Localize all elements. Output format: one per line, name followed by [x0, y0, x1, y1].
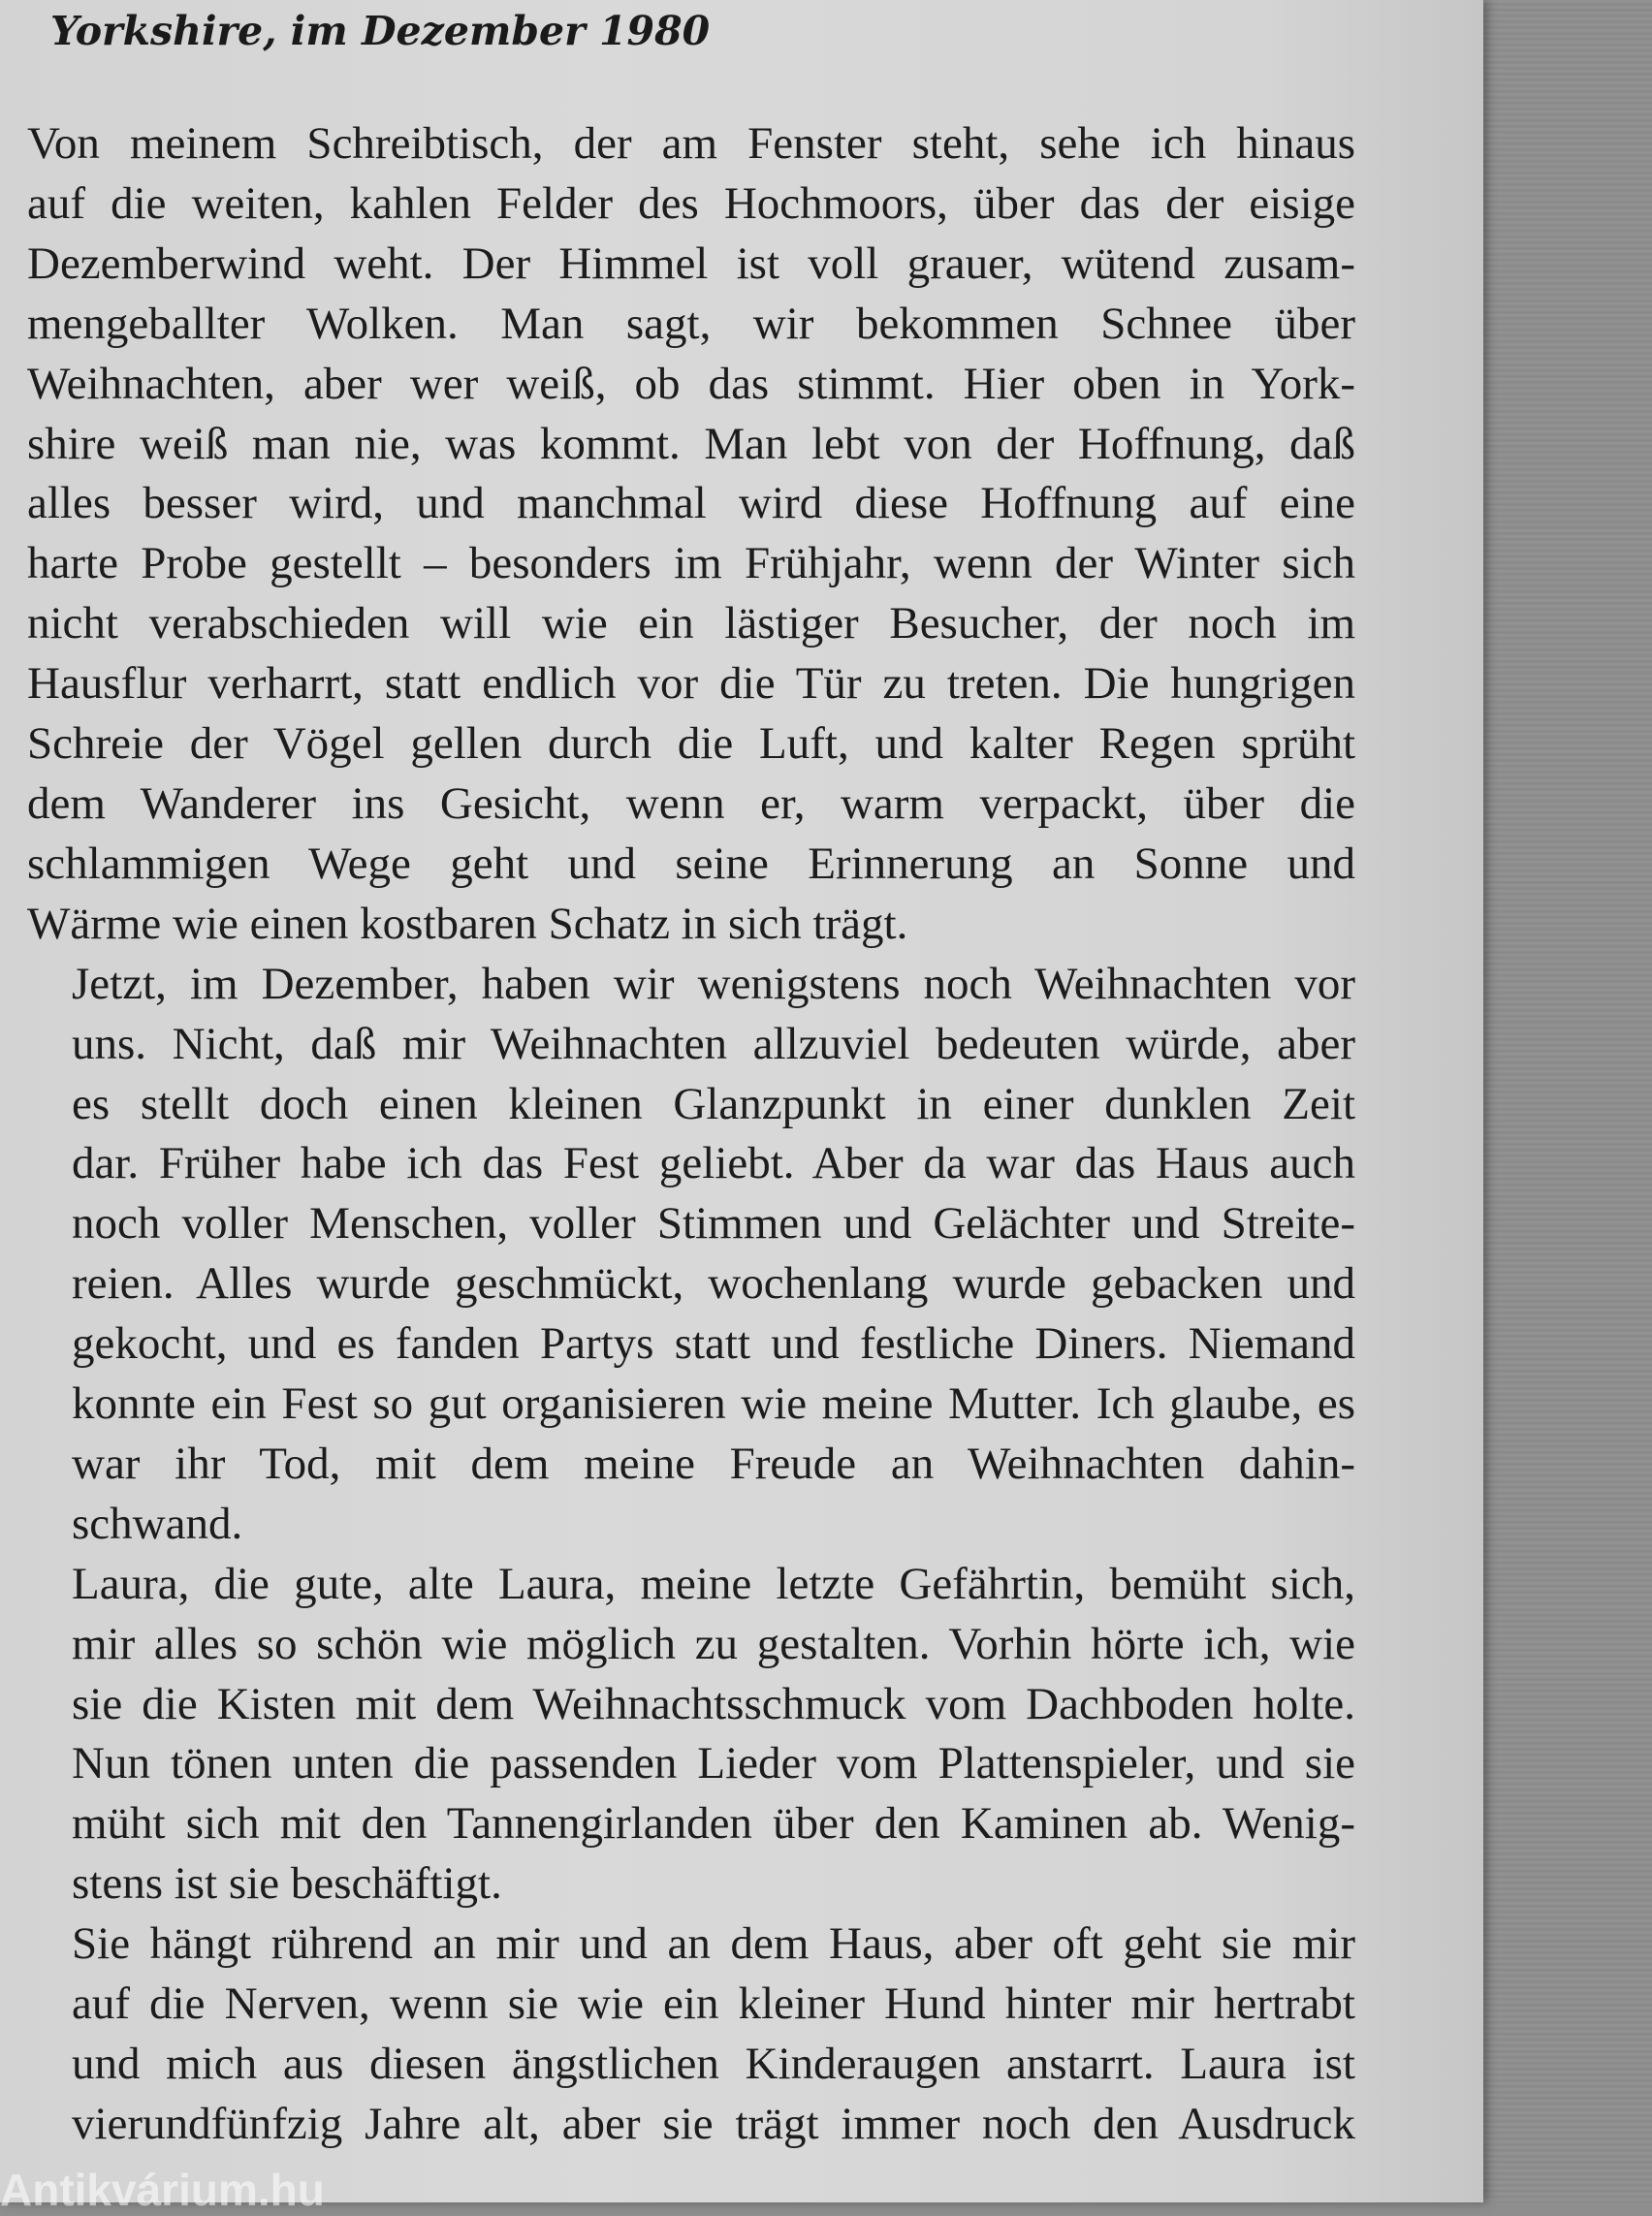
text-line: auf die weiten, kahlen Felder des Hochmoors, über das der eisige — [27, 177, 1355, 229]
text-line: vierundfünfzig Jahre alt, aber sie trägt immer noch den Ausdruck — [72, 2098, 1355, 2149]
text-line: Schreie der Vögel gellen durch die Luft, und kalter Regen sprüht — [27, 718, 1355, 770]
text-line: gekocht, und es fanden Partys statt und festliche Diners. Niemand — [72, 1318, 1355, 1370]
text-line: mir alles so schön wie möglich zu gestalten. Vorhin hörte ich, wie — [72, 1618, 1355, 1669]
text-line: war ihr Tod, mit dem meine Freude an Weihnachten dahin- — [72, 1438, 1355, 1489]
chapter-heading: Yorkshire, im Dezember 1980 — [50, 8, 711, 54]
text-line: stens ist sie beschäftigt. — [72, 1858, 502, 1910]
body-text — [27, 114, 1355, 2155]
paragraph-1 — [27, 114, 1355, 955]
text-line: und mich aus diesen ängstlichen Kinderaugen anstarrt. Laura ist — [72, 2039, 1355, 2089]
text-line: alles besser wird, und manchmal wird diese Hoffnung auf eine — [27, 478, 1355, 529]
text-line: müht sich mit den Tannengirlanden über den Kaminen ab. Wenig- — [72, 1798, 1355, 1850]
text-line: schlammigen Wege geht und seine Erinnerung an Sonne und — [27, 838, 1355, 889]
text-line: noch voller Menschen, voller Stimmen und Gelächter und Streite- — [72, 1198, 1355, 1250]
text-line: konnte ein Fest so gut organisieren wie meine Mutter. Ich glaube, es — [72, 1378, 1355, 1430]
text-line: reien. Alles wurde geschmückt, wochenlang wurde gebacken und — [72, 1258, 1355, 1310]
text-line: shire weiß man nie, was kommt. Man lebt von der Hoffnung, daß — [27, 418, 1355, 469]
text-line: Wärme wie einen kostbaren Schatz in sich trägt. — [27, 898, 908, 949]
text-line: Hausflur verharrt, statt endlich vor die Tür zu treten. Die hungrigen — [27, 658, 1355, 710]
text-line: schwand. — [72, 1498, 243, 1549]
text-line: dem Wanderer ins Gesicht, wenn er, warm verpackt, über die — [27, 777, 1355, 829]
text-line: uns. Nicht, daß mir Weihnachten allzuviel bedeuten würde, aber — [72, 1018, 1355, 1069]
text-line: Weihnachten, aber wer weiß, ob das stimmt. Hier oben in York- — [27, 358, 1355, 409]
background-surface — [1464, 0, 1652, 2202]
text-line: Sie hängt rührend an mir und an dem Haus, aber oft geht sie mir — [72, 1918, 1355, 1970]
watermark: Antikvárium.hu — [0, 2165, 325, 2215]
text-line: Laura, die gute, alte Laura, meine letzte Gefährtin, bemüht sich, — [72, 1558, 1355, 1609]
text-line: Nun tönen unten die passenden Lieder vom Plattenspieler, und sie — [72, 1738, 1355, 1789]
paragraph-3 — [27, 1555, 1355, 1915]
text-line: sie die Kisten mit dem Weihnachtsschmuck vom Dachboden holte. — [72, 1678, 1355, 1729]
text-line: dar. Früher habe ich das Fest geliebt. Aber da war das Haus auch — [72, 1138, 1355, 1189]
paragraph-4 — [27, 1915, 1355, 2155]
text-line: Dezemberwind weht. Der Himmel ist voll grauer, wütend zusam- — [27, 237, 1355, 289]
text-line: auf die Nerven, wenn sie wie ein kleiner Hund hinter mir hertrabt — [72, 1979, 1355, 2030]
text-line: Von meinem Schreibtisch, der am Fenster steht, sehe ich hinaus — [27, 118, 1355, 169]
text-line: Jetzt, im Dezember, haben wir wenigstens noch Weihnachten vor — [72, 958, 1355, 1009]
text-line: mengeballter Wolken. Man sagt, wir bekommen Schnee über — [27, 298, 1355, 349]
paragraph-2 — [27, 955, 1355, 1555]
text-line: es stellt doch einen kleinen Glanzpunkt in einer dunklen Zeit — [72, 1078, 1355, 1129]
text-line: nicht verabschieden will wie ein lästiger Besucher, der noch im — [27, 598, 1355, 649]
text-line: harte Probe gestellt – besonders im Frühjahr, wenn der Winter sich — [27, 538, 1355, 589]
